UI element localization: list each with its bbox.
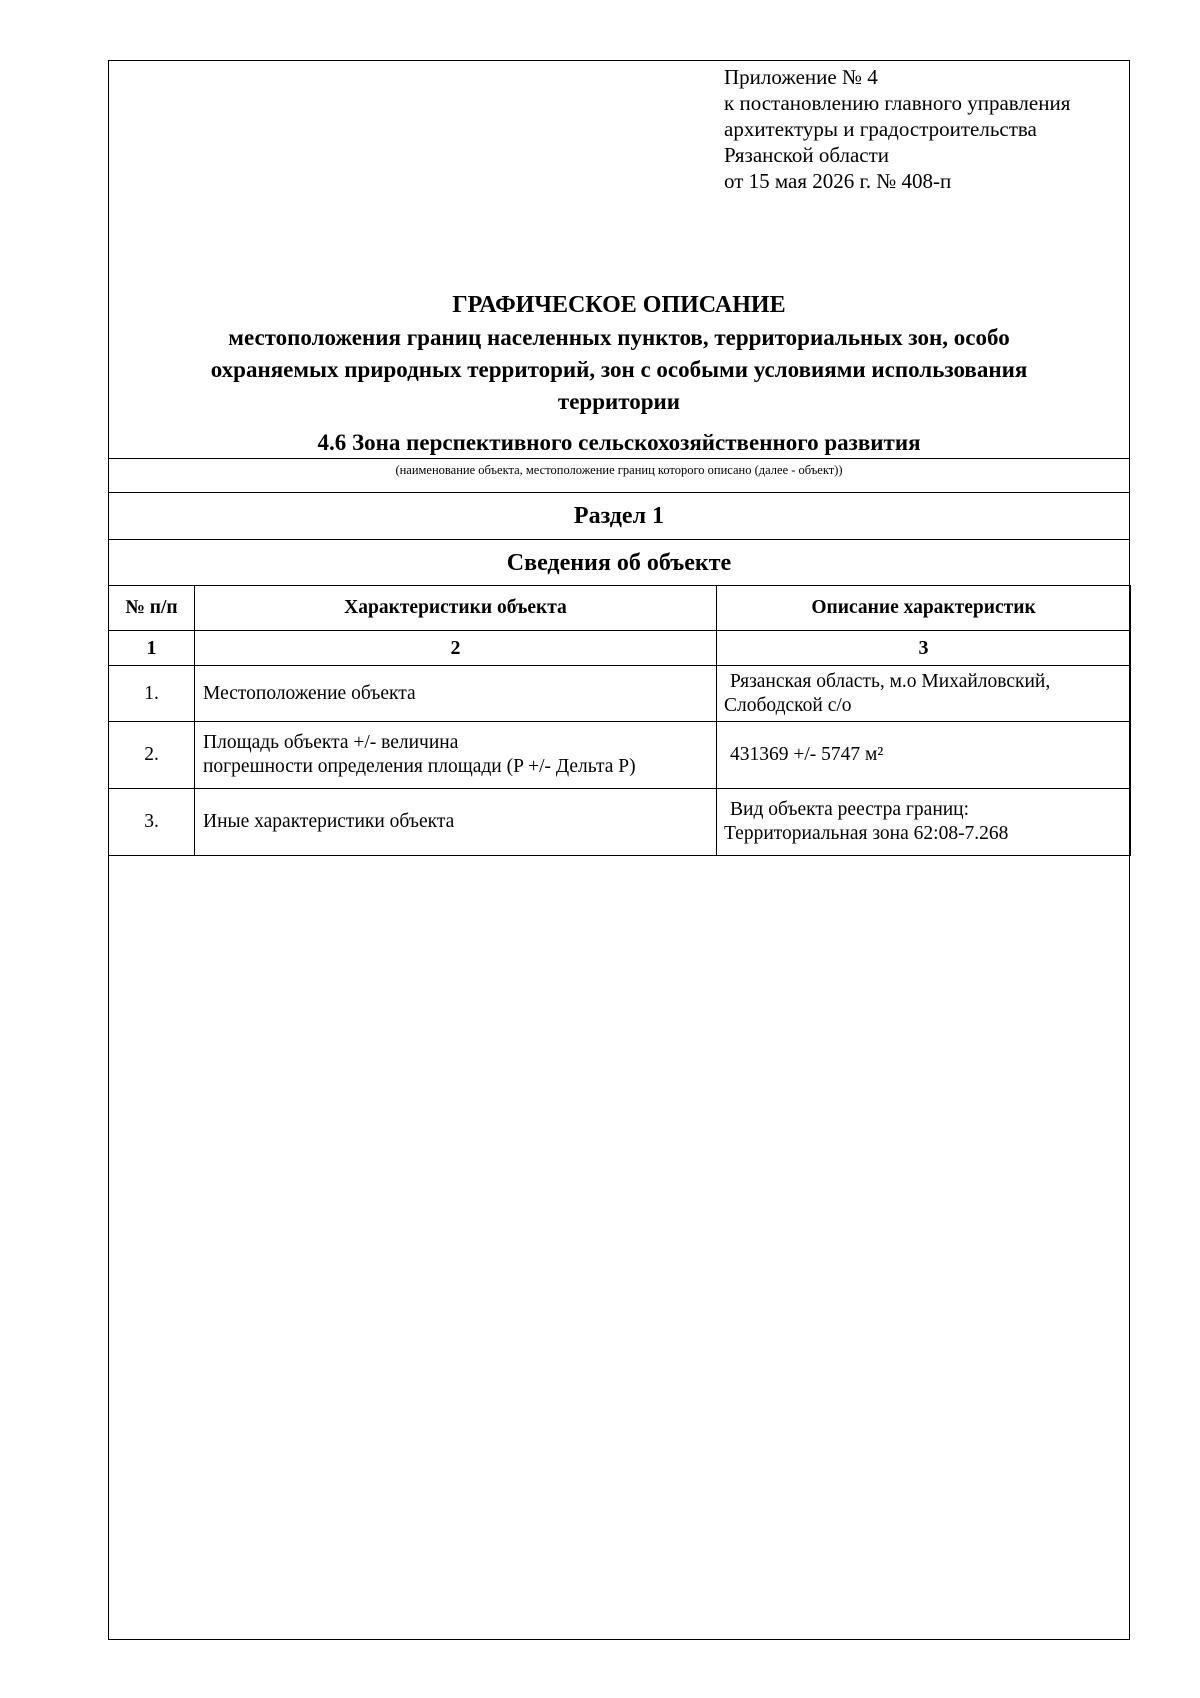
appendix-line: архитектуры и градостроительства [724, 117, 1037, 141]
characteristic-line: Площадь объекта +/- величина [203, 732, 459, 753]
section-subheading: Сведения об объекте [108, 539, 1130, 585]
characteristic-line: Иные характеристики объекта [203, 811, 455, 832]
appendix-block [724, 64, 1070, 194]
table-row [109, 722, 1131, 789]
object-caption: (наименование объекта, местоположение границ которого описано (далее - объект)) [395, 463, 843, 477]
table-row [109, 666, 1131, 722]
table-row [109, 789, 1131, 856]
object-name: 4.6 Зона перспективного сельскохозяйственного развития [317, 430, 921, 455]
section-heading: Раздел 1 [108, 492, 1130, 539]
subtitle-line: охраняемых природных территорий, зон с особыми условиями использования [210, 357, 1028, 382]
column-number: 1 [109, 631, 195, 666]
characteristic-line: Местоположение объекта [203, 682, 416, 704]
row-description [717, 722, 1131, 789]
object-name-underline [108, 458, 1130, 459]
appendix-line: Приложение № 4 [724, 65, 878, 89]
document-title: ГРАФИЧЕСКОЕ ОПИСАНИЕ [452, 292, 786, 318]
table-header-row [109, 586, 1131, 631]
row-number: 2. [109, 722, 195, 789]
header-characteristic: Характеристики объекта [195, 586, 717, 631]
row-characteristic [195, 666, 717, 722]
row-description [717, 789, 1131, 856]
header-description: Описание характеристик [717, 586, 1131, 631]
object-info-table [108, 585, 1131, 856]
description-line: 431369 +/- 5747 м² [730, 744, 884, 765]
row-description [717, 666, 1131, 722]
characteristic-line: погрешности определения площади (P +/- Дельта P) [203, 756, 636, 777]
document-subtitle [108, 322, 1130, 418]
description-line: Территориальная зона 62:08-7.268 [724, 823, 1009, 844]
description-line: Рязанская область, м.о Михайловский, [730, 670, 1051, 692]
header-number: № п/п [109, 586, 195, 631]
column-number-row [109, 631, 1131, 666]
description-line: Вид объекта реестра границ: [730, 799, 970, 820]
subtitle-line: местоположения границ населенных пунктов, территориальных зон, особо [228, 325, 1010, 350]
row-number: 3. [109, 789, 195, 856]
appendix-line: к постановлению главного управления [724, 91, 1071, 115]
appendix-line: от 15 мая 2026 г. № 408-п [724, 169, 952, 193]
column-number: 3 [717, 631, 1131, 666]
row-number: 1. [109, 666, 195, 722]
row-characteristic [195, 722, 717, 789]
appendix-line: Рязанской области [724, 143, 890, 167]
description-line: Слободской с/о [724, 694, 852, 716]
column-number: 2 [195, 631, 717, 666]
row-characteristic [195, 789, 717, 856]
subtitle-line: территории [557, 389, 681, 414]
